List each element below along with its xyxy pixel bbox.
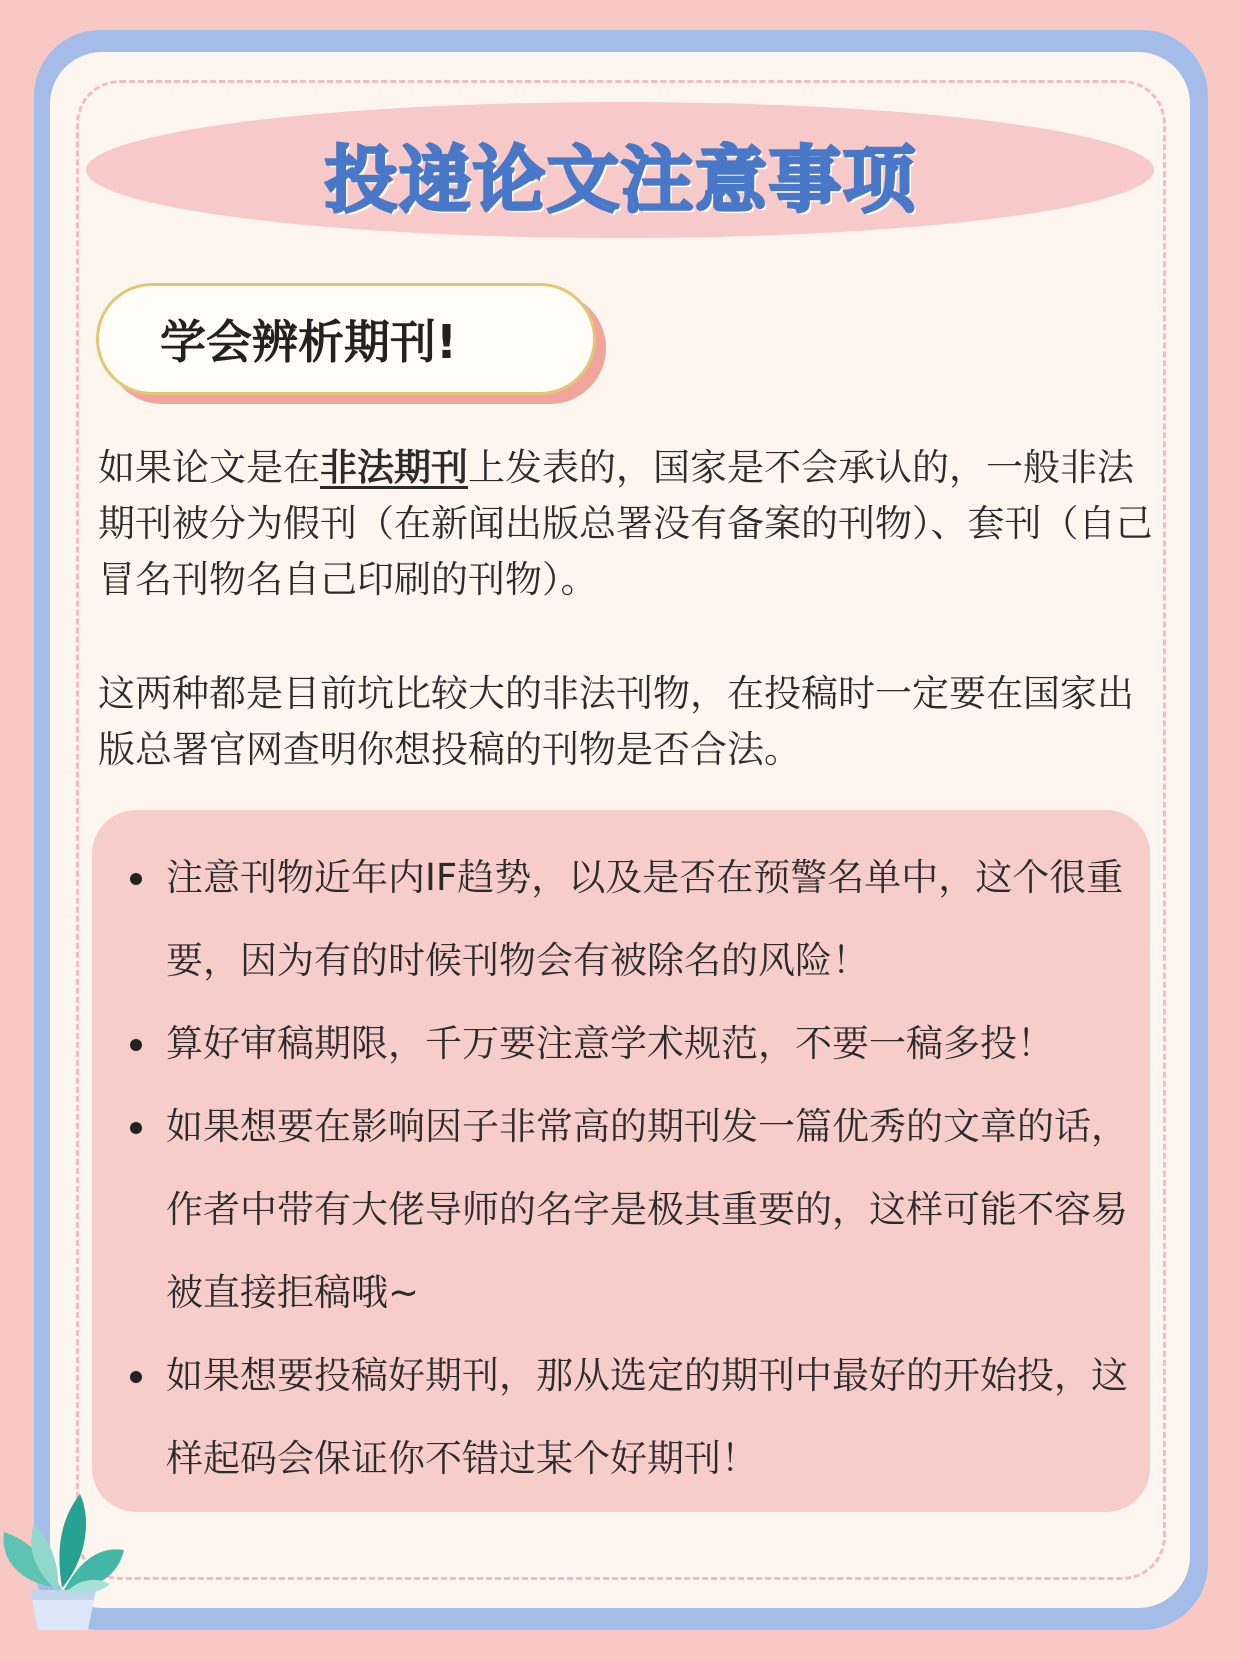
paragraph1-after: 上发表的，国家是不会承认的，一般非法期刊被分为假刊（在新闻出版总署没有备案的刊物）、套刊（自己冒名刊物名自己印刷的刊物）。 [98, 446, 1153, 601]
paragraph1-before: 如果论文是在 [98, 446, 320, 489]
paragraph-illegal-journals [98, 440, 1158, 608]
tips-list [120, 836, 1130, 1500]
tip-text: 如果想要投稿好期刊，那从选定的期刊中最好的开始投，这样起码会保证你不错过某个好期刊！ [166, 1354, 1128, 1480]
bullet-icon [130, 1122, 142, 1134]
paragraph-verify-journal: 这两种都是目前坑比较大的非法刊物，在投稿时一定要在国家出版总署官网查明你想投稿的刊物是否合法。 [98, 672, 1134, 771]
list-item [120, 836, 1130, 1002]
section-heading: 学会辨析期刊! [160, 315, 457, 369]
illegal-journal-highlight: 非法期刊 [320, 446, 468, 489]
bullet-icon [130, 1371, 142, 1383]
bullet-icon [130, 1039, 142, 1051]
list-item [120, 1334, 1130, 1500]
tip-text: 注意刊物近年内IF趋势，以及是否在预警名单中，这个很重要，因为有的时候刊物会有被除名的风险！ [166, 856, 1124, 982]
page-title: 投递论文注意事项 [324, 138, 917, 222]
list-item [120, 1002, 1130, 1085]
bullet-icon [130, 873, 142, 885]
tip-text: 算好审稿期限，千万要注意学术规范，不要一稿多投！ [166, 1022, 1054, 1065]
list-item [120, 1085, 1130, 1334]
tip-text: 如果想要在影响因子非常高的期刊发一篇优秀的文章的话，作者中带有大佬导师的名字是极其重要的，这样可能不容易被直接拒稿哦~ [166, 1105, 1128, 1314]
succulent-plant-icon [0, 1480, 130, 1630]
